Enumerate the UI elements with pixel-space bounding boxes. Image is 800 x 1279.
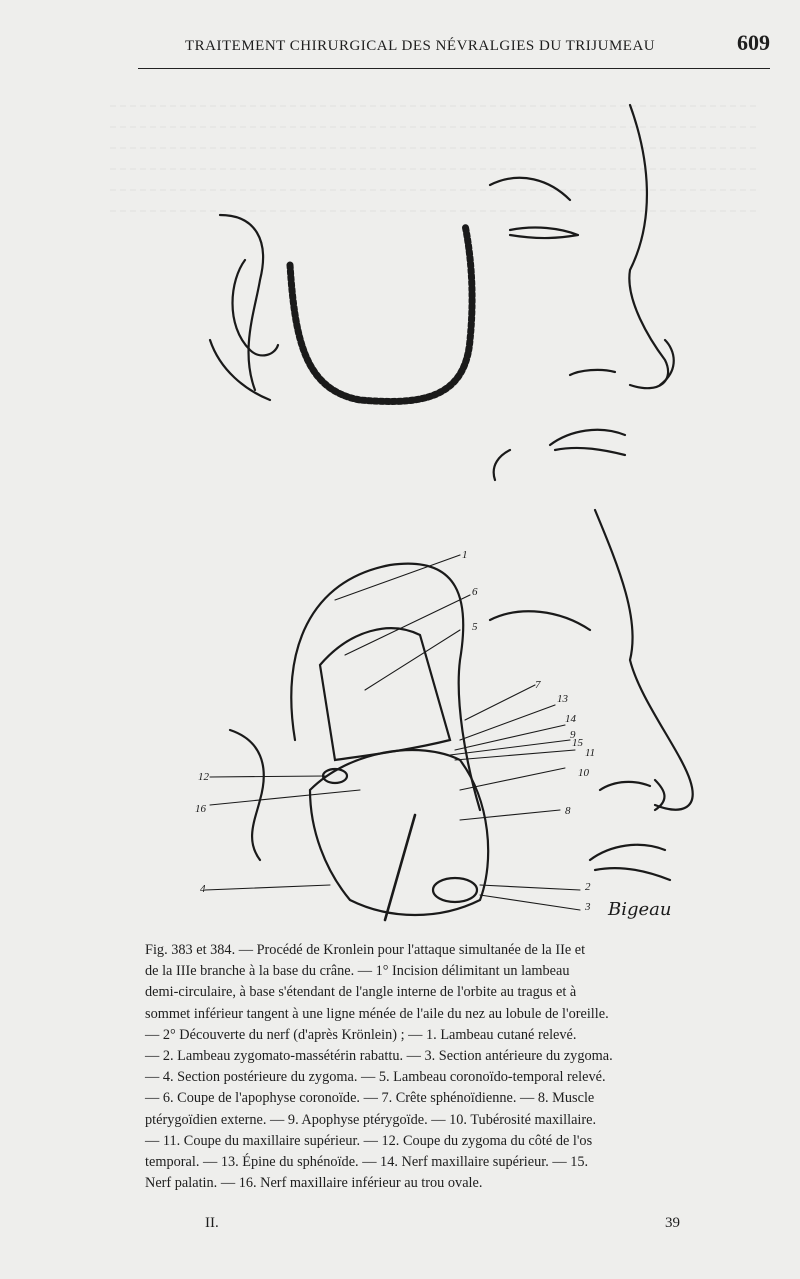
callout-13: 13 xyxy=(557,693,568,705)
header-rule xyxy=(138,68,770,69)
callout-12: 12 xyxy=(198,771,209,783)
caption-line: Fig. 383 et 384. — Procédé de Kronlein pour l'attaque simultanée de la IIe et xyxy=(145,942,586,958)
forehead-profile xyxy=(629,105,668,388)
incision-line xyxy=(290,225,472,401)
chin xyxy=(494,450,510,480)
callout-1: 1 xyxy=(462,549,468,561)
callout-2: 2 xyxy=(585,881,591,893)
lower-lips xyxy=(590,845,670,880)
eye xyxy=(510,228,578,239)
lower-forehead xyxy=(595,510,693,810)
caption-line: — 4. Section postérieure du zygoma. — 5. Lambeau coronoïdo-temporal relevé. xyxy=(145,1069,606,1086)
engraver-signature: Bigeau xyxy=(608,899,672,920)
caption-line: — 11. Coupe du maxillaire supérieur. — 12. Coupe du zygoma du côté de l'os xyxy=(145,1132,593,1149)
caption-line: demi-circulaire, à base s'étendant de l'angle interne de l'orbite au tragus et à xyxy=(145,984,577,1001)
callout-4: 4 xyxy=(200,883,206,895)
callout-14: 14 xyxy=(565,713,576,725)
lower-ear xyxy=(230,730,264,860)
leader-lines xyxy=(205,555,580,910)
anatomical-figure xyxy=(160,100,780,940)
caption-line: ptérygoïdien externe. — 9. Apophyse ptérygoïde. — 10. Tubérosité maxillaire. xyxy=(145,1111,597,1128)
page-header xyxy=(140,30,770,70)
nostril xyxy=(570,370,615,375)
ear-lobe xyxy=(210,340,270,400)
callout-5: 5 xyxy=(472,621,478,633)
callout-6: 6 xyxy=(472,586,478,598)
probe xyxy=(385,815,415,920)
callout-10: 10 xyxy=(578,767,589,779)
callout-11: 11 xyxy=(585,747,596,759)
caption-line: Nerf palatin. — 16. Nerf maxillaire inférieur au trou ovale. xyxy=(145,1175,483,1192)
caption-line: sommet inférieur tangent à une ligne ménée de l'aile du nez au lobule de l'oreille. xyxy=(145,1005,609,1022)
callout-16: 16 xyxy=(195,803,206,815)
callout-8: 8 xyxy=(565,805,571,817)
lower-eyebrow xyxy=(490,611,590,630)
caption-line: de la IIIe branche à la base du crâne. — 1° Incision délimitant un lambeau xyxy=(145,963,570,980)
maxillary-section xyxy=(433,878,477,902)
callout-15: 15 xyxy=(572,737,583,749)
caption-line: — 6. Coupe de l'apophyse coronoïde. — 7. Crête sphénoïdienne. — 8. Muscle xyxy=(145,1090,595,1107)
surgical-field xyxy=(310,750,488,915)
caption-line: — 2° Découverte du nerf (d'après Krönlein) ; — 1. Lambeau cutané relevé. xyxy=(145,1026,577,1043)
lips xyxy=(550,430,625,455)
eyebrow xyxy=(490,178,570,200)
callout-9: 9 xyxy=(570,729,576,741)
callout-3: 3 xyxy=(585,901,591,913)
sheet-number: 39 xyxy=(665,1215,680,1231)
flap-outline xyxy=(291,564,480,810)
page-footer xyxy=(205,1215,680,1232)
callout-7: 7 xyxy=(535,679,541,691)
caption-line: — 2. Lambeau zygomato-massétérin rabattu. — 3. Section antérieure du zygoma. xyxy=(145,1048,613,1065)
running-title: TRAITEMENT CHIRURGICAL DES NÉVRALGIES DU TRIJUMEAU xyxy=(185,38,656,54)
figure-caption xyxy=(145,940,765,1194)
page-number: 609 xyxy=(737,30,770,55)
caption-line: temporal. — 13. Épine du sphénoïde. — 14. Nerf maxillaire supérieur. — 15. xyxy=(145,1154,589,1171)
ear-upper xyxy=(220,215,263,390)
signature-mark: II. xyxy=(205,1215,219,1231)
